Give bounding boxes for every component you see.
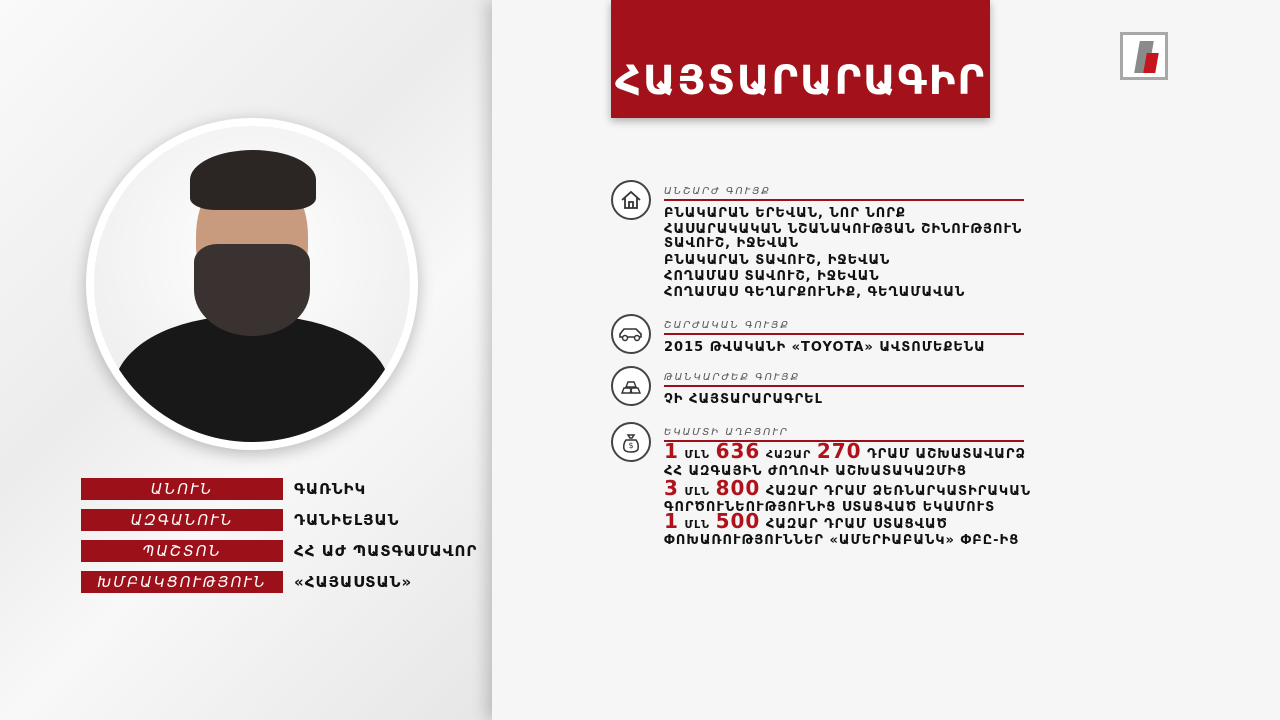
- income-3-thousands: 500: [715, 509, 761, 533]
- income-1-thousands: 636: [715, 439, 761, 463]
- realty-line-3: ՏԱՎՈՒՇ, ԻՋԵՎԱՆ: [664, 236, 800, 251]
- svg-text:$: $: [628, 441, 634, 450]
- faction-value: «ՀԱՅԱՍՏԱՆ»: [294, 573, 413, 591]
- income-item-2-line-1: [664, 476, 1032, 500]
- portrait-photo: [86, 118, 418, 450]
- name-value: ԳԱՌՆԻԿ: [294, 480, 367, 498]
- income-3-description: ՀԱԶԱՐ ԴՐԱՄ ՍՏԱՑՎԱԾ: [765, 517, 948, 532]
- movable-text: 2015 ԹՎԱԿԱՆԻ «TOYOTA» ԱՎՏՈՄԵՔԵՆԱ: [664, 340, 986, 355]
- realty-divider: [664, 199, 1024, 201]
- income-1-units: 270: [816, 439, 862, 463]
- channel-logo: [1120, 32, 1168, 80]
- name-label: ԱՆՈՒՆ: [81, 478, 283, 500]
- realty-line-4: ԲՆԱԿԱՐԱՆ ՏԱՎՈՒՇ, ԻՋԵՎԱՆ: [664, 253, 891, 268]
- income-1-unit-thousand: ՀԱԶԱՐ: [765, 448, 812, 461]
- income-2-unit-mln: ՄԼՆ: [684, 485, 711, 498]
- movable-title: ՇԱՐԺԱԿԱՆ ԳՈՒՅՔ: [664, 320, 790, 331]
- income-item-3-line-1: [664, 509, 948, 533]
- income-1-unit-mln: ՄԼՆ: [684, 448, 711, 461]
- valuables-text: ՉԻ ՀԱՅՏԱՐԱՐԱԳՐԵԼ: [664, 392, 823, 407]
- portrait-image: [94, 126, 410, 442]
- faction-label: ԽՄԲԱԿՑՈՒԹՅՈՒՆ: [81, 571, 283, 593]
- realty-line-2: ՀԱՍԱՐԱԿԱԿԱՆ ՆՇԱՆԱԿՈՒԹՅԱՆ ՇԻՆՈՒԹՅՈՒՆ: [664, 222, 1023, 237]
- surname-label: ԱԶԳԱՆՈՒՆ: [81, 509, 283, 531]
- house-icon: [611, 180, 651, 220]
- position-label: ՊԱՇՏՈՆ: [81, 540, 283, 562]
- income-2-description: ՀԱԶԱՐ ԴՐԱՄ ՁԵՌՆԱՐԿԱՏԻՐԱԿԱՆ: [765, 484, 1032, 499]
- income-2-thousands: 800: [715, 476, 761, 500]
- declaration-title-banner: [611, 0, 990, 118]
- income-2-millions: 3: [664, 476, 679, 500]
- page-title: ՀԱՅՏԱՐԱՐԱԳԻՐ: [614, 58, 987, 104]
- realty-line-1: ԲՆԱԿԱՐԱՆ ԵՐԵՎԱՆ, ՆՈՐ ՆՈՐՔ: [664, 206, 906, 221]
- income-item-1-line-1: [664, 439, 1026, 463]
- income-item-2-line-2: ԳՈՐԾՈՒՆԵՈՒԹՅՈՒՆԻՑ ՍՏԱՑՎԱԾ ԵԿԱՄՈՒՏ: [664, 500, 996, 515]
- valuables-title: ԹԱՆԿԱՐԺԵՔ ԳՈՒՅՔ: [664, 372, 801, 383]
- income-3-millions: 1: [664, 509, 679, 533]
- realty-title: ԱՆՇԱՐԺ ԳՈՒՅՔ: [664, 186, 771, 197]
- income-item-1-line-2: ՀՀ ԱԶԳԱՅԻՆ ԺՈՂՈՎԻ ԱՇԽԱՏԱԿԱԶՄԻՑ: [664, 464, 967, 479]
- logo-red-accent: [1143, 53, 1159, 73]
- gold-bars-icon: [611, 366, 651, 406]
- surname-value: ԴԱՆԻԵԼՅԱՆ: [294, 511, 400, 529]
- income-1-millions: 1: [664, 439, 679, 463]
- valuables-divider: [664, 385, 1024, 387]
- income-3-unit-mln: ՄԼՆ: [684, 518, 711, 531]
- money-bag-icon: [611, 422, 651, 462]
- position-value: ՀՀ ԱԺ ՊԱՏԳԱՄԱՎՈՐ: [294, 542, 478, 560]
- realty-line-6: ՀՈՂԱՄԱՍ ԳԵՂԱՐՔՈՒՆԻՔ, ԳԵՂԱՄԱՎԱՆ: [664, 285, 966, 300]
- portrait-hair: [190, 150, 316, 210]
- car-icon: [611, 314, 651, 354]
- income-1-description: ԴՐԱՄ ԱՇԽԱՏԱՎԱՐՁ: [867, 447, 1026, 462]
- realty-line-5: ՀՈՂԱՄԱՍ ՏԱՎՈՒՇ, ԻՋԵՎԱՆ: [664, 269, 880, 284]
- income-title: ԵԿԱՄՏԻ ԱՂԲՅՈՒՐ: [664, 427, 789, 438]
- movable-divider: [664, 333, 1024, 335]
- income-item-3-line-2: ՓՈԽԱՌՈՒԹՅՈՒՆՆԵՐ «ԱՄԵՐԻԱԲԱՆԿ» ՓԲԸ-ԻՑ: [664, 533, 1020, 548]
- portrait-beard: [194, 244, 310, 336]
